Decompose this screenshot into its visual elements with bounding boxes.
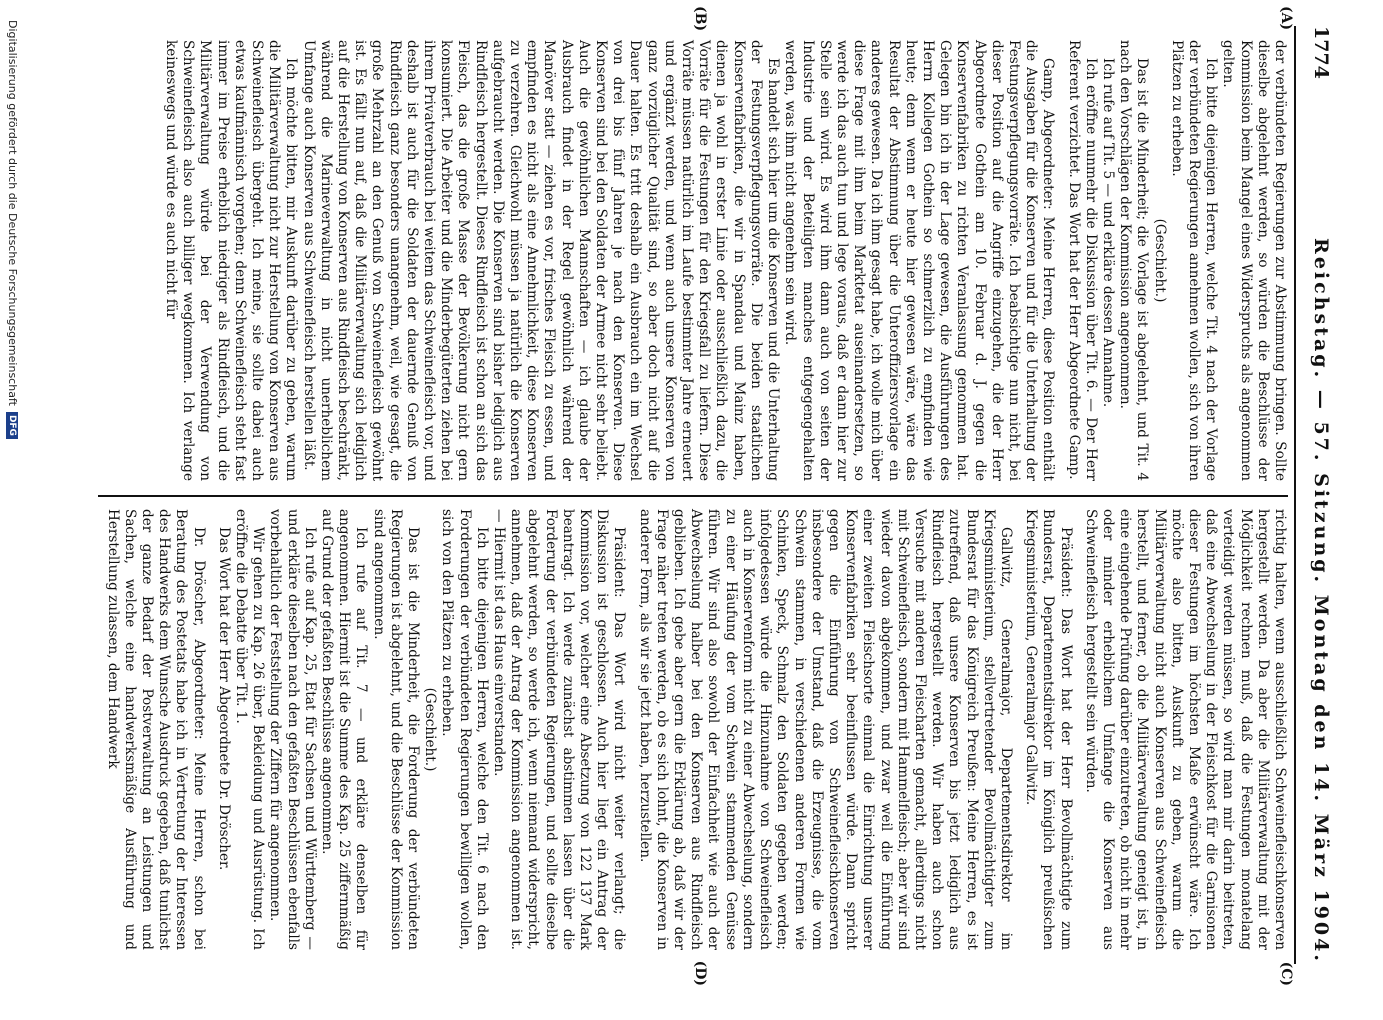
paragraph: (Geschieht.): [1151, 218, 1168, 303]
speech-gamp: Gamp, Abgeordneter: Meine Herren, diese Position enthält die Ausgaben für die Konserven und für die Unterhaltung der Festungsverpflegungsvorräte. Ich beabsichtige nun nicht, bei dieser Position auf die Angriffe einzugehen, die der Herr Abgeordnete Gothein am 10. Februar d. J. gegen die Konservenfabriken zu richten Veranlassung genommen hat. Gelegen bin ich in der Lage gewesen, die Ausführungen des Herrn Kollegen Gothein so schmerzlich zu empfinden wie heute; denn wenn er heute hier gewesen wäre, wäre das Resultat der Abstimmung über die Unteroffiziersvorlage ein anderes gewesen. Da ich ihm gesagt habe, ich wolle mich über diese Frage mit ihm beim Marktetat auseinandersetzen, so werde ich das auch tun und lege voraus, daß er dann hier zur Stelle sein wird. Es wird ihm dann auch von seiten der Industrie und der Beteiligten manches entgegengehalten werden, was ihm nicht angenehm sein wird.: [782, 40, 1057, 481]
margin-marker-c: (C): [1278, 961, 1294, 986]
paragraph: Wir gehen zu Kap. 26 über, Bekleidung und Ausrüstung. Ich eröffne die Debatte über Tit. 1.: [233, 509, 267, 950]
dfg-logo-icon: DFG: [7, 412, 19, 439]
paragraph: der verbündeten Regierungen zur Abstimmung bringen. Sollte dieselbe abgelehnt werden, so würden die Beschlüsse der Kommission beim Mangel eines Widerspruchs als angenommen gelten.: [1220, 40, 1288, 481]
paragraph: Ich eröffne nunmehr die Diskussion über Tit. 6. — Der Herr Referent verzichtet. Das Wort hat der Herr Abgeordnete Gamp.: [1065, 40, 1099, 481]
footer-text: Digitalisierung gefördert durch die Deutsche Forschungsgemeinschaft: [6, 20, 19, 406]
speech-president: Präsident: Das Wort hat der Herr Bevollmächtigte zum Bundesrat, Departementsdirektor im Königlich preußischen Kriegsministerium, Generalmajor Gallwitz.: [1023, 509, 1074, 950]
paragraph: Das ist die Minderheit, die Forderung der verbündeten Regierungen ist abgelehnt, und die Beschlüsse der Kommission sind angenommen.: [370, 509, 422, 950]
document-page: [93, 6, 1338, 986]
speech-droescher: Dr. Dröscher, Abgeordneter: Meine Herren, schon bei Beratung des Postetats habe ich in Vertretung der Interessen des Handwerks dem Wunsche Ausdruck gegeben, daß tunlichst der ganze Bedarf der Postverwaltung an Leistungen und Sachen, welche eine handwerksmäßige Ausführung und Herstellung zulassen, dem Handwerk: [104, 509, 207, 950]
speech-president: Präsident: Das Wort wird nicht weiter verlangt; die Diskussion ist geschlossen. Auch hier liegt ein Antrag der Kommission vor, welcher eine Absetzung von 122 137 Mark beantragt. Ich werde zunächst abstimmen lassen über die Forderung der verbündeten Regierungen, und sollte dieselbe abgelehnt werden, so werde ich, wenn niemand widerspricht, annehmen, daß der Antrag der Kommission angenommen ist. — Hiermit ist das Haus einverstanden.: [491, 509, 628, 950]
paragraph: Ich rufe auf Kap. 25, Etat für Sachsen und Württemberg — und erkläre dieselben nach den gefaßten Beschlüssen ebenfalls vorbehaltlich der Feststellung der Ziffern für angenommen.: [267, 509, 318, 950]
margin-marker-a: (A): [1278, 6, 1294, 31]
page-number: 1774: [1310, 26, 1332, 79]
paragraph: Ich bitte diejenigen Herren, welche Tit. 4 nach der Vorlage der verbündeten Regierungen annehmen wollen, sich von ihren Plätzen zu erheben.: [1168, 40, 1220, 481]
paragraph: Das Wort hat der Herr Abgeordnete Dr. Dröscher.: [215, 527, 232, 871]
paragraph: Es handelt sich hier um die Konserven und die Unterhaltung der Festungsverpflegungsvorräte. Die beiden staatlichen Konservenfabriken, die wir in Spandau und Mainz haben, dienen ja wohl in erster Linie oder ausschließlich dazu, die Vorräte für die Festungen für den Kriegsfall zu liefern. Diese Vorräte müssen natürlich im Laufe bestimmter Jahre erneuert und ergänzt werden, und wenn auch unsere Konserven von ganz vorzüglicher Qualität sind, so aber doch nicht auf die Dauer halten. Es tritt deshalb ein Ausbrauch ein im Wechsel von drei bis fünf Jahren je nach den Konserven. Diese Konserven sind bei den Soldaten der Armee nicht sehr beliebt. Auch die gewöhnlichen Mannschaften — ich glaube der Ausbrauch findet in der Regel gewöhnlich während der Manöver statt — ziehen es vor, frisches Fleisch zu essen, und empfinden es nicht als eine Annehmlichkeit, diese Konserven zu verzehren. Gleichwohl müssen ja natürlich die Konserven aufgebraucht werden. Die Konserven sind bisher lediglich aus Rindfleisch hergestellt. Dieses Rindfleisch ist schon an sich das Fleisch, das die große Masse der Bevölkerung nicht gern konsumiert. Die Arbeiter und die Minderbegüterten ziehen bei ihrem Privatverbrauch bei weitem das Schweinefleisch vor, und deshalb ist auch für die Soldaten der dauernde Genuß von Rindfleisch ganz besonders unangenehm, weil, wie gesagt, die große Mehrzahl an den Genuß von Schweinefleisch gewöhnt ist. Es fällt nun auf, daß die Militärverwaltung sich lediglich auf die Herstellung von Konserven aus Rindfleisch beschränkt, während die Marineverwaltung in nicht unerheblichem Umfange auch Konserven aus Schweinefleisch herstellen läßt.: [300, 40, 782, 481]
speech-gallwitz: Gallwitz, Generalmajor, Departementsdirektor im Kriegsministerium, stellvertretender Bevollmächtigter zum Bundesrat für das Königreich Preußen: Meine Herren, es ist zutreffend, daß unsere Konserven bis jetzt lediglich aus Rindfleisch hergestellt werden. Wir haben auch schon Versuche mit anderen Fleischarten gemacht, allerdings nicht mit Schweinefleisch, sondern mit Hammelfleisch; aber wir sind wieder davon abgekommen, und zwar weil die Einführung einer zweiten Fleischsorte einmal die Einrichtung unserer Konservenfabriken sehr beeinflussen würde. Dann spricht gegen die Einführung von Schweinefleischkonserven insbesondere der Umstand, daß die Erzeugnisse, die vom Schwein stammen, in verschiedenen anderen Formen wie Schinken, Speck, Schmalz den Soldaten gegeben werden; infolgedessen würde die Hinzunahme von Schweinefleisch auch in Konservenform nicht zu einer Abwechselung, sondern zu einer Häufung der vom Schwein stammenden Genüsse führen. Wir sind also sowohl der Einfachheit wie auch der Abwechselung halber bei den Konserven aus Rindfleisch geblieben. Ich gebe aber gern die Erklärung ab, daß wir der Frage näher treten werden, ob es sich lohnt, die Konserven in anderer Form, als wir sie jetzt haben, herzustellen.: [636, 509, 1014, 950]
column-divider: [98, 495, 1288, 497]
left-column: [98, 26, 1288, 495]
paragraph: Ich möchte bitten, mir Auskunft darüber zu geben, warum die Militärverwaltung nicht zur Herstellung von Konserven aus Schweinefleisch übergeht. Ich meine, sie sollte dabei auch etwas kaufmännisch vorgehen; denn Schweinefleisch steht fast immer im Preise erheblich niedriger als Rindfleisch, und die Militärverwaltung würde bei der Verwendung von Schweinefleisch also auch billiger wegkommen. Ich verlange keineswegs und würde es auch nicht für: [163, 40, 300, 481]
page-header: [1294, 26, 1332, 964]
paragraph: Ich bitte diejenigen Herren, welche den Tit. 6 nach den Forderungen der verbündeten Regierungen bewilligen wollen, sich von den Plätzen zu erheben.: [439, 509, 490, 950]
paragraph: Ich rufe auf Tit. 7 — und erkläre denselben für angenommen. Hiermit ist die Summe des Kap. 25 ziffernmäßig auf Grund der gefaßten Beschlüsse angenommen.: [319, 509, 370, 950]
right-column: [98, 495, 1288, 964]
paragraph: (Geschieht.): [422, 687, 439, 772]
paragraph: richtig halten, wenn ausschließlich Schweinefleischkonserven hergestellt werden. Da aber die Militärverwaltung mit der Möglichkeit rechnen muß, daß die Festungen monatelang verteidigt werden müssen, so wird man mir darin beitreten, daß eine Abwechselung in der Fleischkost für die Garnisonen dieser Festungen im höchsten Maße erwünscht wäre. Ich möchte also bitten, Auskunft zu geben, warum die Militärverwaltung nicht auch Konserven aus Schweinefleisch herstellt, und ferner, ob die Militärverwaltung geneigt ist, in eine eingehende Prüfung darüber einzutreten, ob nicht in mehr oder minder erheblichem Umfange die Konserven aus Schweinefleisch hergestellt sein würden.: [1082, 509, 1288, 950]
text-columns: [98, 26, 1288, 964]
paragraph: Ich rufe auf Tit. 5 — und erkläre dessen Annahme.: [1099, 58, 1116, 408]
paragraph: Das ist die Minderheit; die Vorlage ist abgelehnt, und Tit. 4 nach den Vorschlägen der Kommission angenommen.: [1117, 40, 1151, 481]
page-title: Reichstag. — 57. Sitzung. Montag den 14. März 1904.: [1310, 238, 1332, 964]
margin-marker-d: (D): [692, 960, 708, 986]
footer-credit: [6, 20, 19, 1020]
margin-marker-b: (B): [692, 6, 708, 32]
